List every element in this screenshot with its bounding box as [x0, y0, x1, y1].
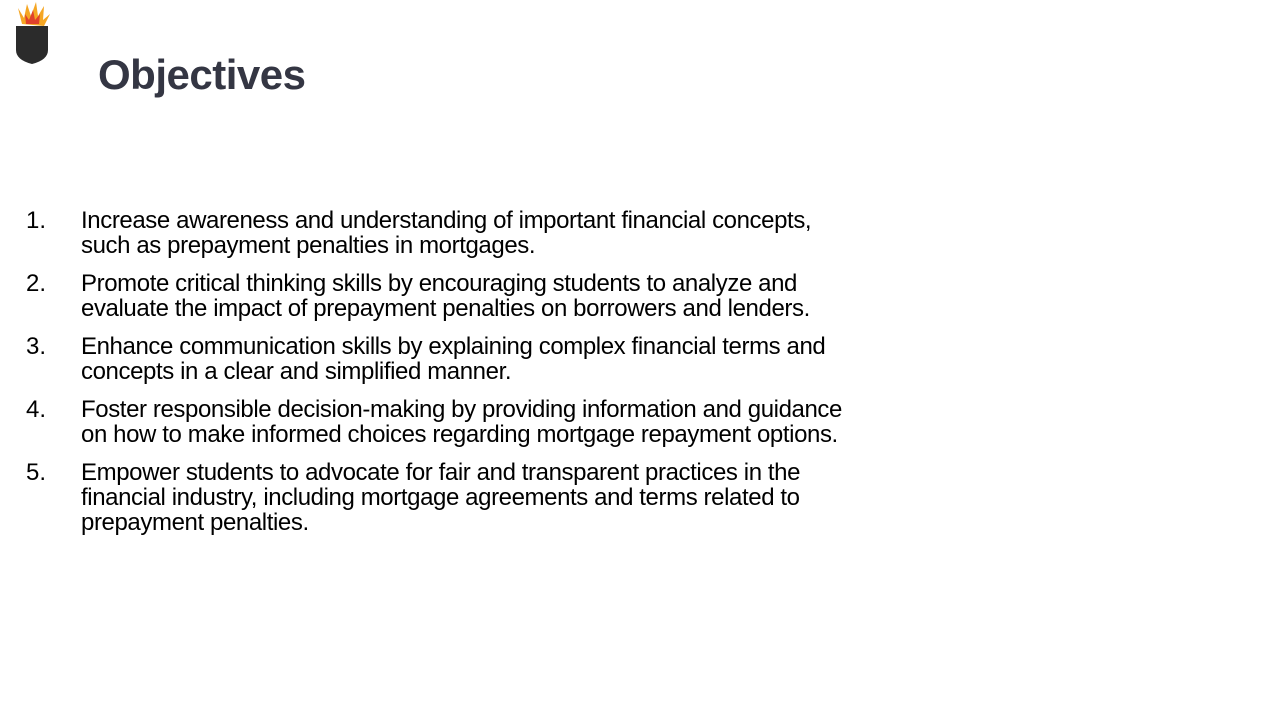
item-number: 3.	[26, 333, 47, 360]
list-item	[26, 397, 866, 447]
item-number: 4.	[26, 396, 47, 423]
item-number: 5.	[26, 459, 47, 486]
item-text: Enhance communication skills by explaining complex financial terms and concepts in a clear and simplified manner.	[81, 333, 826, 385]
list-item	[26, 271, 866, 321]
list-item	[26, 460, 866, 535]
item-number: 2.	[26, 270, 47, 297]
objectives-list	[26, 208, 866, 548]
item-text: Increase awareness and understanding of important financial concepts, such as prepayment penalties in mortgages.	[81, 207, 812, 259]
item-text: Promote critical thinking skills by encouraging students to analyze and evaluate the impact of prepayment penalties on borrowers and lenders.	[81, 270, 810, 322]
list-item	[26, 208, 866, 258]
item-number: 1.	[26, 207, 47, 234]
list-item	[26, 334, 866, 384]
slide-title: Objectives	[98, 51, 306, 98]
flame-shield-icon	[12, 2, 54, 66]
item-text: Empower students to advocate for fair and transparent practices in the financial industry, including mortgage agreements and terms related to prepayment penalties.	[81, 459, 801, 536]
logo	[12, 2, 54, 66]
item-text: Foster responsible decision-making by providing information and guidance on how to make informed choices regarding mortgage repayment options.	[81, 396, 842, 448]
